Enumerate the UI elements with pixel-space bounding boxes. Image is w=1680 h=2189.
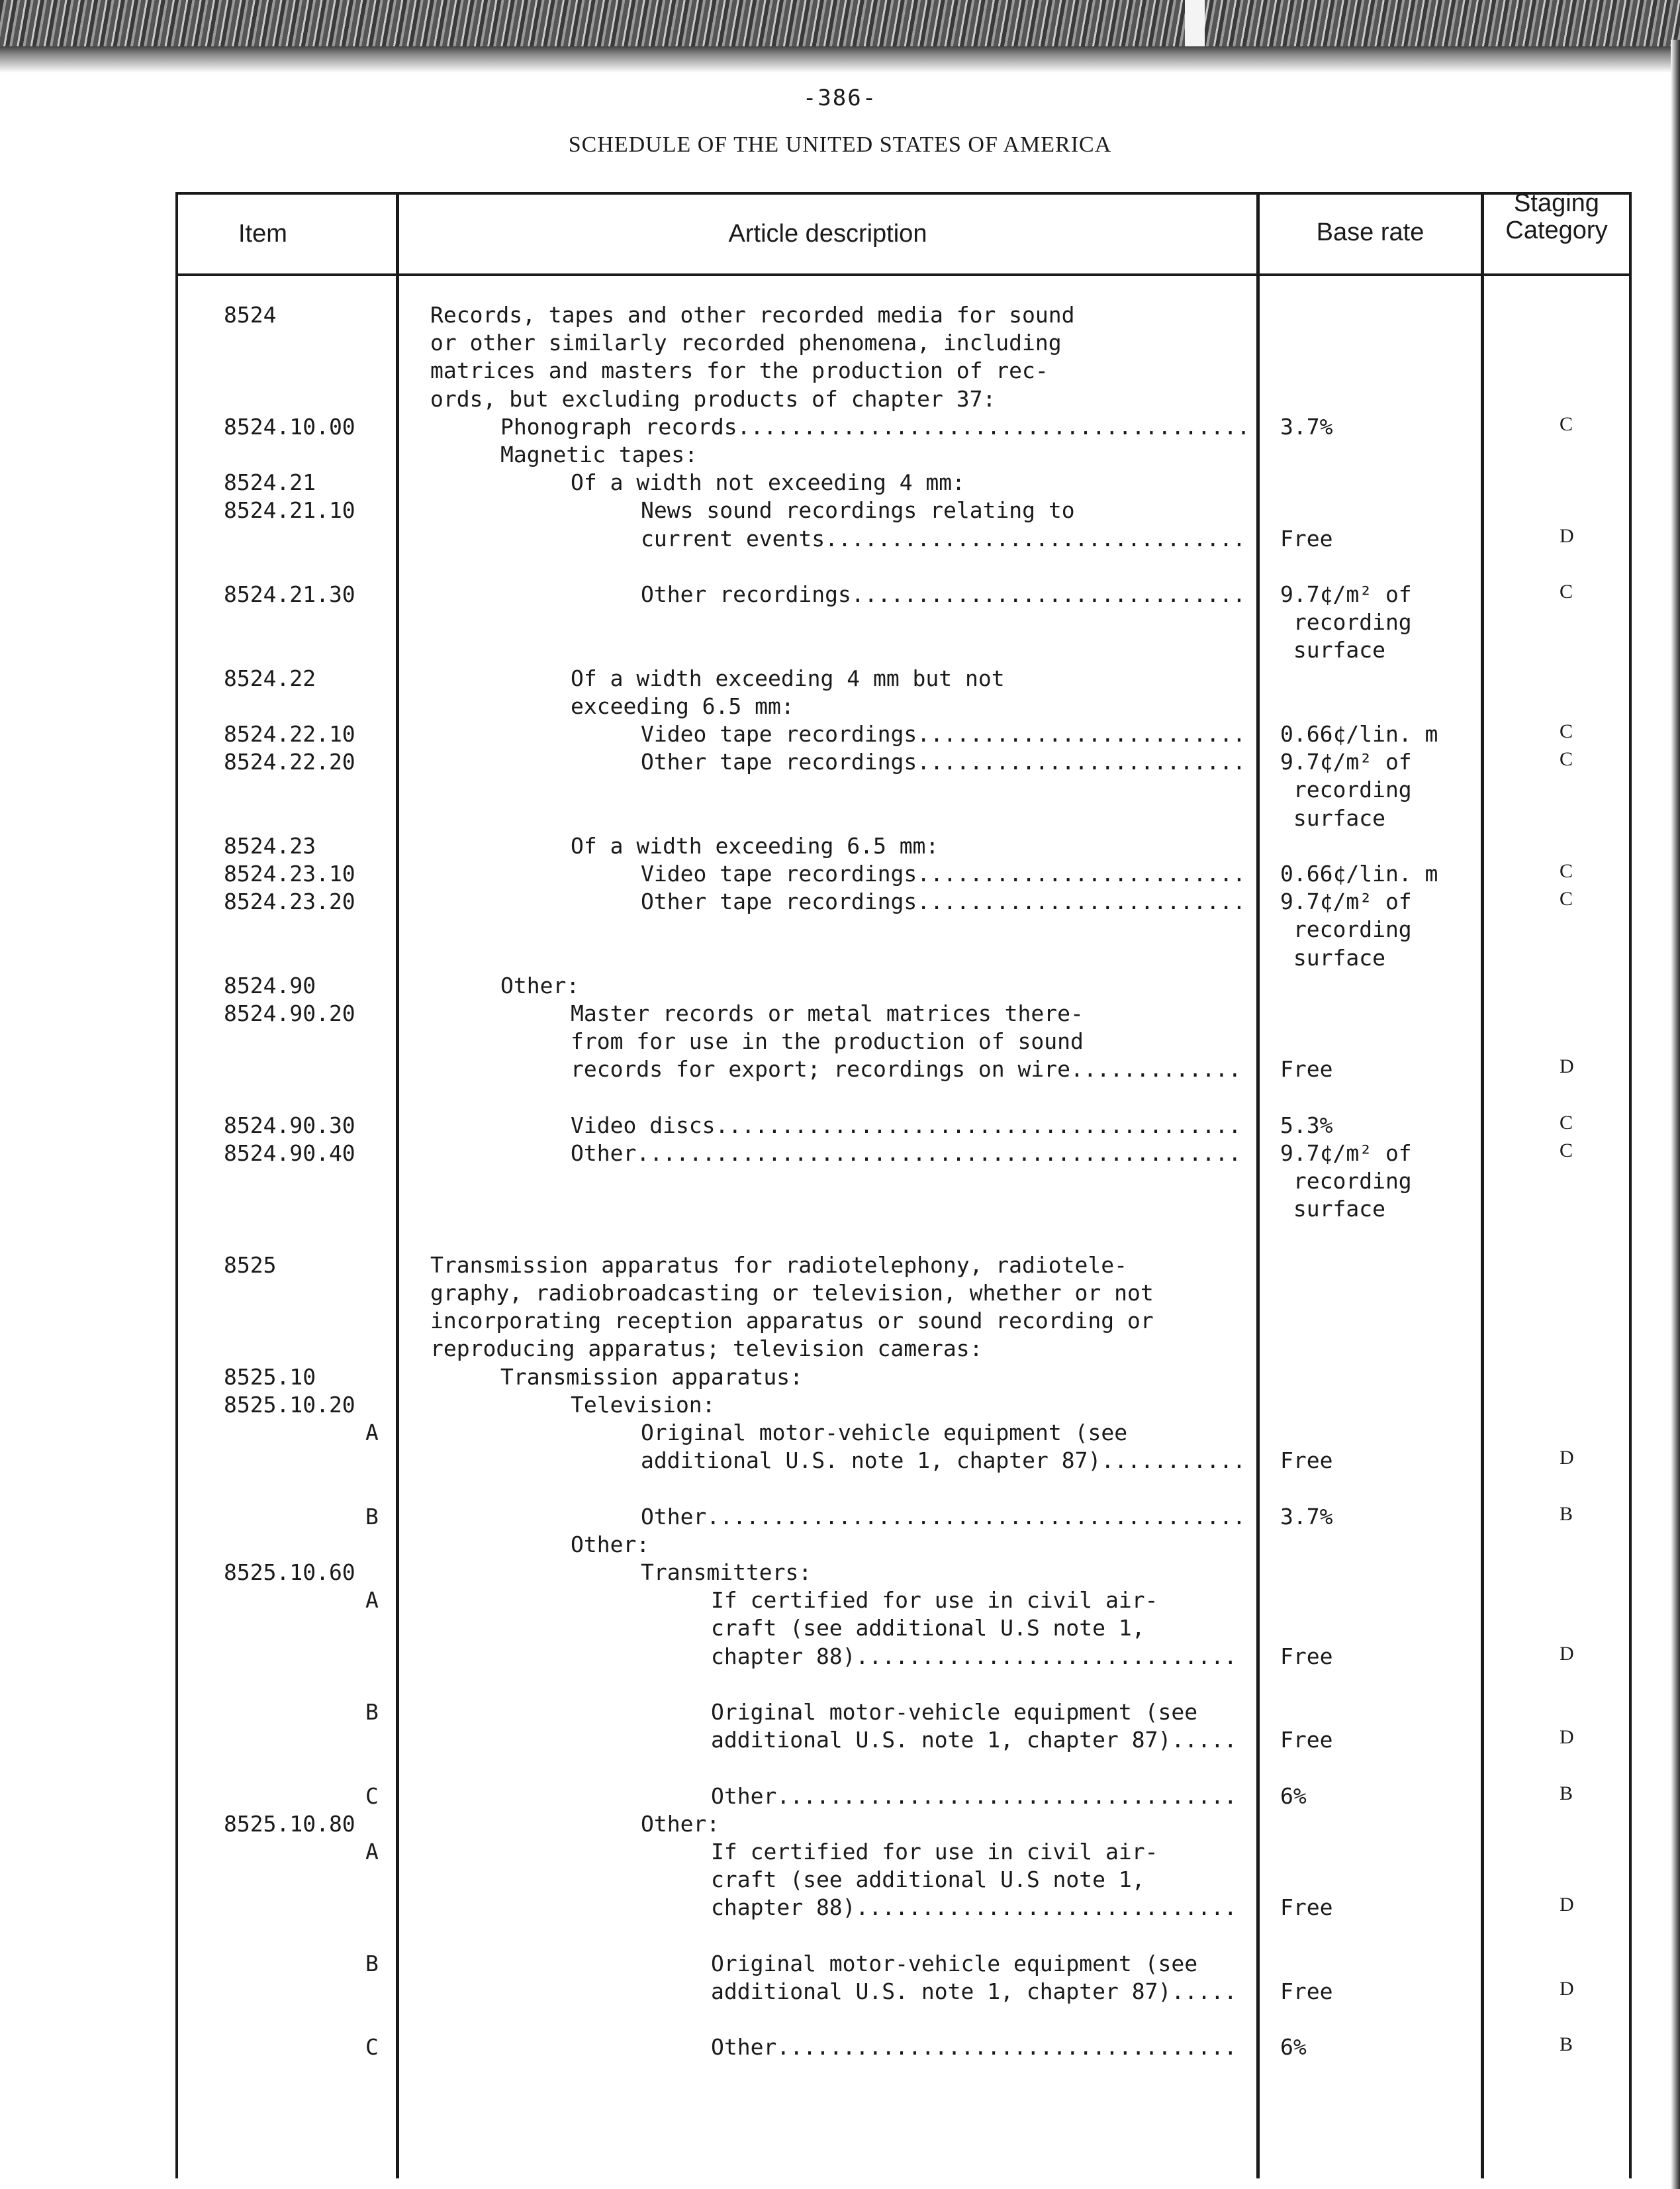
- table-row: [0, 1279, 1680, 1307]
- header-base-rate: Base rate: [1316, 219, 1424, 246]
- item-number: 8525.10.80: [224, 1811, 355, 1837]
- table-row: [0, 1810, 1680, 1838]
- article-description: [571, 1028, 1084, 1055]
- table-row: [0, 1028, 1680, 1055]
- article-description-text: Other recordings: [641, 581, 851, 607]
- table-row: [0, 608, 1680, 636]
- item-number: 8525.10: [224, 1364, 316, 1390]
- table-row: [0, 636, 1680, 664]
- article-description-text: Other:: [641, 1811, 720, 1837]
- table-row: [0, 1503, 1680, 1531]
- article-description-text: additional U.S. note 1, chapter 87): [711, 1978, 1172, 2004]
- article-description: [641, 1810, 720, 1838]
- item-number: B: [365, 1699, 379, 1725]
- page-number: -386-: [802, 85, 878, 111]
- table-row: [0, 1475, 1680, 1502]
- dot-leader: .........................: [917, 749, 1246, 775]
- article-description: [711, 1614, 1145, 1642]
- article-description: [641, 581, 1246, 608]
- item-number: 8524.21: [224, 469, 316, 495]
- article-description: [571, 832, 939, 860]
- article-description: [641, 1447, 1246, 1475]
- base-rate: surface: [1280, 1196, 1385, 1222]
- base-rate: recording: [1280, 777, 1412, 803]
- article-description-text: Television:: [571, 1392, 716, 1418]
- article-description: [641, 525, 1246, 553]
- table-row: [0, 1224, 1680, 1251]
- dot-leader: .........................: [917, 861, 1246, 887]
- article-description-text: Video discs: [571, 1112, 716, 1138]
- article-description: [571, 665, 1005, 693]
- dot-leader: .........................: [917, 721, 1246, 747]
- item-number: 8524.90: [224, 973, 316, 998]
- article-description: [571, 1000, 1084, 1028]
- scan-top-shadow: [0, 46, 1680, 73]
- table-row: [0, 1978, 1680, 2006]
- table-row: [0, 860, 1680, 888]
- article-description: [711, 1726, 1237, 1754]
- article-description-text: current events: [641, 526, 825, 552]
- article-description-text: Original motor-vehicle equipment (see: [711, 1951, 1198, 1976]
- staging-category: C: [1560, 1112, 1573, 1134]
- article-description: [500, 972, 579, 1000]
- article-description-text: incorporating reception apparatus or sound recording or: [430, 1308, 1154, 1334]
- dot-leader: ...........: [1101, 1447, 1246, 1473]
- item-number: 8525: [224, 1252, 277, 1278]
- staging-category: D: [1560, 1726, 1574, 1748]
- article-description-text: Transmission apparatus:: [500, 1364, 803, 1390]
- staging-category: B: [1560, 1782, 1573, 1804]
- article-description-text: Original motor-vehicle equipment (see: [641, 1420, 1128, 1445]
- article-description: [430, 301, 1075, 329]
- table-row: [0, 329, 1680, 357]
- header-staging-line-2: Category: [1505, 217, 1608, 244]
- dot-leader: .........................................: [706, 1504, 1246, 1530]
- table-row: [0, 1754, 1680, 1782]
- table-row: [0, 1950, 1680, 1978]
- item-number: 8524.10.00: [224, 414, 355, 440]
- item-number: 8524.90.40: [224, 1140, 355, 1166]
- item-number: 8524.90.20: [224, 1000, 355, 1026]
- item-number: A: [365, 1587, 379, 1613]
- base-rate: Free: [1280, 1643, 1333, 1669]
- article-description: [641, 748, 1246, 776]
- table-row: [0, 1167, 1680, 1195]
- article-description-text: Other: [711, 1783, 777, 1809]
- table-row: [0, 1586, 1680, 1614]
- table-row: [0, 2033, 1680, 2061]
- dot-leader: ...................................: [776, 1783, 1237, 1809]
- table-row: [0, 693, 1680, 720]
- article-description-text: Video tape recordings: [641, 721, 917, 747]
- base-rate: Free: [1280, 1056, 1333, 1082]
- article-description: [641, 1503, 1246, 1531]
- article-description: [641, 860, 1246, 888]
- article-description: [711, 1643, 1237, 1671]
- item-number: 8524.21.30: [224, 581, 355, 607]
- table-row: [0, 1782, 1680, 1810]
- staging-category: B: [1560, 2033, 1573, 2055]
- table-row: [0, 972, 1680, 1000]
- article-description: [711, 1698, 1197, 1726]
- article-description: [641, 1419, 1127, 1447]
- article-description-text: Other tape recordings: [641, 889, 917, 914]
- base-rate: 0.66¢/lin. m: [1280, 721, 1438, 747]
- table-row: [0, 1643, 1680, 1671]
- article-description-text: Transmitters:: [641, 1559, 812, 1585]
- base-rate: surface: [1280, 805, 1385, 831]
- article-description-text: Phonograph records: [500, 414, 737, 440]
- article-description: [571, 1112, 1241, 1140]
- dot-leader: .............: [1070, 1056, 1242, 1082]
- article-description: [430, 1279, 1154, 1307]
- article-description: [711, 1978, 1237, 2006]
- table-row: [0, 1671, 1680, 1698]
- base-rate: Free: [1280, 1447, 1333, 1473]
- table-row: [0, 357, 1680, 385]
- article-description: [571, 693, 794, 720]
- article-description-text: Master records or metal matrices there-: [571, 1000, 1084, 1026]
- base-rate: 9.7¢/m² of: [1280, 1140, 1412, 1166]
- dot-leader: .........................: [917, 889, 1246, 914]
- table-row: [0, 916, 1680, 944]
- item-number: 8524: [224, 302, 277, 328]
- base-rate: 3.7%: [1280, 1504, 1333, 1530]
- table-row: [0, 301, 1680, 329]
- base-rate: Free: [1280, 526, 1333, 552]
- base-rate: 3.7%: [1280, 414, 1333, 440]
- staging-category: D: [1560, 1447, 1574, 1469]
- article-description: [641, 888, 1246, 916]
- table-row: [0, 2006, 1680, 2033]
- dot-leader: .....: [1171, 1727, 1237, 1753]
- table-row: [0, 748, 1680, 776]
- dot-leader: ........................................: [715, 1112, 1242, 1138]
- table-row: [0, 413, 1680, 441]
- item-number: 8525.10.20: [224, 1392, 355, 1418]
- article-description-text: additional U.S. note 1, chapter 87): [711, 1727, 1172, 1753]
- base-rate: 9.7¢/m² of: [1280, 889, 1412, 914]
- table-row: [0, 665, 1680, 693]
- item-number: 8524.21.10: [224, 497, 355, 523]
- base-rate: recording: [1280, 916, 1412, 942]
- article-description-text: Transmission apparatus for radiotelephony, radiotele-: [430, 1252, 1127, 1278]
- staging-category: C: [1560, 860, 1573, 882]
- table-row: [0, 1531, 1680, 1559]
- article-description-text: If certified for use in civil air-: [711, 1839, 1158, 1865]
- item-number: B: [365, 1504, 379, 1530]
- table-row: [0, 1698, 1680, 1726]
- item-number: 8524.23.10: [224, 861, 355, 887]
- table-row: [0, 944, 1680, 972]
- staging-category: C: [1560, 1140, 1573, 1161]
- dot-leader: ..............................: [851, 581, 1246, 607]
- article-description-text: News sound recordings relating to: [641, 497, 1075, 523]
- article-description: [571, 1531, 649, 1559]
- article-description: [711, 1838, 1158, 1866]
- header-bottom-rule: [175, 273, 1632, 276]
- article-description: [430, 329, 1062, 357]
- article-description: [711, 1782, 1237, 1810]
- article-description-text: Other: [711, 2034, 777, 2060]
- item-number: C: [365, 2034, 379, 2060]
- article-description: [571, 1055, 1241, 1083]
- page-title: SCHEDULE OF THE UNITED STATES OF AMERICA: [568, 132, 1112, 157]
- table-row: [0, 1335, 1680, 1363]
- article-description: [711, 1950, 1197, 1978]
- article-description: [500, 413, 1250, 441]
- table-row: [0, 581, 1680, 608]
- table-row: [0, 1838, 1680, 1866]
- article-description: [430, 1251, 1127, 1279]
- base-rate: Free: [1280, 1978, 1333, 2004]
- table-row: [0, 720, 1680, 748]
- table-row: [0, 1614, 1680, 1642]
- item-number: 8524.22.20: [224, 749, 355, 775]
- table-row: [0, 804, 1680, 832]
- table-row: [0, 1251, 1680, 1279]
- dot-leader: ..............................................: [636, 1140, 1242, 1166]
- table-row: [0, 1866, 1680, 1894]
- dot-leader: .............................: [855, 1643, 1237, 1669]
- article-description: [711, 2033, 1237, 2061]
- article-description-text: exceeding 6.5 mm:: [571, 693, 794, 719]
- base-rate: 6%: [1280, 2034, 1307, 2060]
- table-row: [0, 776, 1680, 804]
- article-description-text: or other similarly recorded phenomena, including: [430, 330, 1062, 356]
- article-description-text: Of a width exceeding 6.5 mm:: [571, 833, 939, 859]
- article-description: [571, 1140, 1241, 1167]
- table-row: [0, 832, 1680, 860]
- table-row: [0, 1419, 1680, 1447]
- article-description: [500, 1363, 803, 1391]
- article-description-text: Other:: [500, 973, 580, 998]
- article-description-text: Of a width not exceeding 4 mm:: [571, 469, 966, 495]
- article-description-text: Video tape recordings: [641, 861, 917, 887]
- article-description-text: additional U.S. note 1, chapter 87): [641, 1447, 1101, 1473]
- article-description: [430, 1307, 1154, 1335]
- article-description: [430, 1335, 982, 1363]
- article-description: [711, 1586, 1158, 1614]
- item-number: 8524.90.30: [224, 1112, 355, 1138]
- staging-category: D: [1560, 1055, 1574, 1077]
- table-row: [0, 525, 1680, 553]
- dot-leader: .....: [1171, 1978, 1237, 2004]
- staging-category: C: [1560, 581, 1573, 603]
- article-description-text: graphy, radiobroadcasting or television, whether or not: [430, 1280, 1154, 1306]
- header-staging-line-1: Staging: [1514, 189, 1599, 217]
- table-row: [0, 469, 1680, 497]
- article-description-text: matrices and masters for the production of rec-: [430, 358, 1049, 383]
- article-description-text: craft (see additional U.S note 1,: [711, 1615, 1145, 1641]
- dot-leader: .......................................: [737, 414, 1250, 440]
- article-description: [711, 1866, 1145, 1894]
- article-description: [430, 357, 1049, 385]
- article-description-text: chapter 88): [711, 1894, 856, 1920]
- article-description-text: If certified for use in civil air-: [711, 1587, 1158, 1613]
- item-number: A: [365, 1420, 379, 1445]
- table-row: [0, 1112, 1680, 1140]
- article-description-text: Original motor-vehicle equipment (see: [711, 1699, 1198, 1725]
- table-row: [0, 1391, 1680, 1419]
- item-number: A: [365, 1839, 379, 1865]
- scan-spine-gap: [1185, 0, 1205, 46]
- article-description-text: Other:: [571, 1532, 650, 1557]
- header-article-description: Article description: [728, 220, 927, 248]
- staging-category: D: [1560, 525, 1574, 547]
- base-rate: recording: [1280, 1168, 1412, 1194]
- staging-category: C: [1560, 413, 1573, 435]
- table-row: [0, 1363, 1680, 1391]
- base-rate: surface: [1280, 945, 1385, 971]
- article-description-text: reproducing apparatus; television cameras:: [430, 1336, 983, 1361]
- table-row: [0, 553, 1680, 581]
- item-number: 8525.10.60: [224, 1559, 355, 1585]
- staging-category: C: [1560, 888, 1573, 910]
- item-number: 8524.23: [224, 833, 316, 859]
- article-description-text: Of a width exceeding 4 mm but not: [571, 665, 1005, 691]
- table-top-rule: [175, 192, 1632, 195]
- base-rate: 6%: [1280, 1783, 1307, 1809]
- staging-category: C: [1560, 720, 1573, 742]
- table-row: [0, 1894, 1680, 1921]
- base-rate: 9.7¢/m² of: [1280, 581, 1412, 607]
- dot-leader: ................................: [825, 526, 1246, 552]
- table-row: [0, 1307, 1680, 1335]
- article-description-text: records for export; recordings on wire: [571, 1056, 1070, 1082]
- article-description: [641, 1559, 812, 1586]
- base-rate: 5.3%: [1280, 1112, 1333, 1138]
- table-row: [0, 1055, 1680, 1083]
- article-description: [430, 385, 996, 413]
- article-description-text: ords, but excluding products of chapter 37:: [430, 386, 996, 412]
- item-number: 8524.22: [224, 665, 316, 691]
- staging-category: D: [1560, 1643, 1574, 1665]
- table-row: [0, 441, 1680, 469]
- article-description-text: Magnetic tapes:: [500, 442, 698, 467]
- table-row: [0, 1559, 1680, 1586]
- base-rate: Free: [1280, 1894, 1333, 1920]
- article-description-text: chapter 88): [711, 1643, 856, 1669]
- staging-category: B: [1560, 1503, 1573, 1525]
- table-row: [0, 1140, 1680, 1167]
- article-description: [641, 720, 1246, 748]
- item-number: C: [365, 1783, 379, 1809]
- item-number: B: [365, 1951, 379, 1976]
- table-row: [0, 888, 1680, 916]
- item-number: 8524.23.20: [224, 889, 355, 914]
- article-description: [711, 1894, 1237, 1921]
- item-number: 8524.22.10: [224, 721, 355, 747]
- base-rate: surface: [1280, 637, 1385, 663]
- table-row: [0, 1195, 1680, 1223]
- table-row: [0, 1922, 1680, 1950]
- article-description-text: Records, tapes and other recorded media for sound: [430, 302, 1075, 328]
- table-row: [0, 1000, 1680, 1028]
- article-description-text: from for use in the production of sound: [571, 1028, 1084, 1054]
- article-description: [641, 497, 1075, 524]
- article-description: [571, 1391, 716, 1419]
- article-description-text: Other: [571, 1140, 637, 1166]
- table-row: [0, 1447, 1680, 1475]
- base-rate: recording: [1280, 609, 1412, 635]
- article-description-text: Other tape recordings: [641, 749, 917, 775]
- article-description: [500, 441, 698, 469]
- base-rate: Free: [1280, 1727, 1333, 1753]
- base-rate: 9.7¢/m² of: [1280, 749, 1412, 775]
- dot-leader: .............................: [855, 1894, 1237, 1920]
- table-row: [0, 1084, 1680, 1112]
- dot-leader: ...................................: [776, 2034, 1237, 2060]
- staging-category: C: [1560, 748, 1573, 770]
- table-row: [0, 1726, 1680, 1754]
- staging-category: D: [1560, 1894, 1574, 1916]
- header-item: Item: [238, 220, 287, 248]
- base-rate: 0.66¢/lin. m: [1280, 861, 1438, 887]
- article-description-text: Other: [641, 1504, 707, 1530]
- staging-category: D: [1560, 1978, 1574, 2000]
- table-row: [0, 385, 1680, 413]
- article-description-text: craft (see additional U.S note 1,: [711, 1867, 1145, 1892]
- table-row: [0, 497, 1680, 524]
- article-description: [571, 469, 965, 497]
